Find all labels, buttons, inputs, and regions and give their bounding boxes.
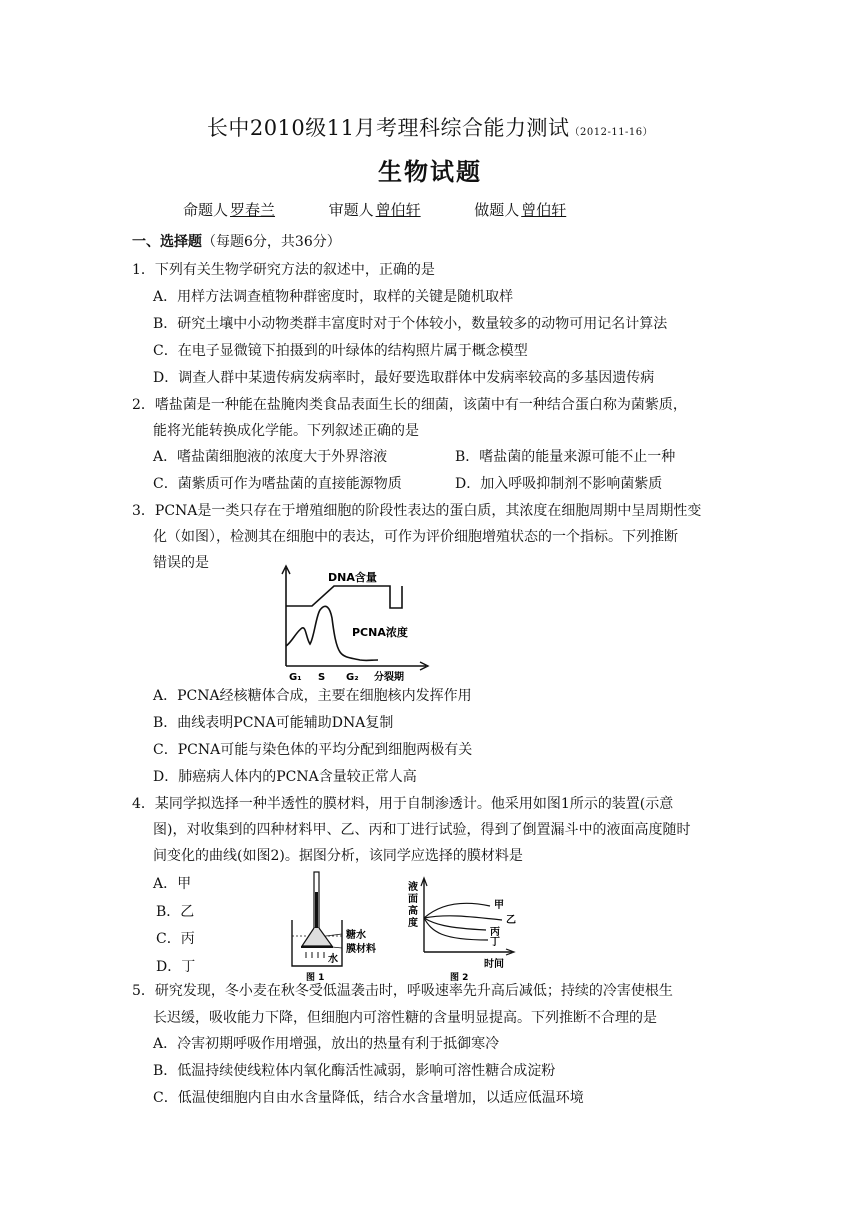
q3-stem-line2: 化（如图），检测其在细胞中的表达，可作为评价细胞增殖状态的一个指标。下列推断 xyxy=(153,529,678,545)
dna-content-label: DNA含量 xyxy=(328,571,377,584)
liquid-level-figure xyxy=(406,874,522,982)
q5-stem-line1: 5．研究发现，冬小麦在秋冬受低温袭击时，呼吸速率先升高后减低；持续的冷害使根生 xyxy=(132,983,673,999)
q3-option-c: C．PCNA可能与染色体的平均分配到细胞两极有关 xyxy=(153,742,473,758)
tick-mitosis: 分裂期 xyxy=(374,672,404,683)
q2-option-a: A．嗜盐菌细胞液的浓度大于外界溶液 xyxy=(153,449,388,465)
y-label-char-1: 液 xyxy=(408,882,418,893)
x-label-time: 时间 xyxy=(484,959,504,970)
q5-stem-line2: 长迟缓，吸收能力下降，但细胞内可溶性糖的含量明显提高。下列推断不合理的是 xyxy=(153,1010,657,1026)
q5-option-b: B．低温持续使线粒体内氧化酶活性减弱，影响可溶性糖合成淀粉 xyxy=(153,1063,556,1079)
subject-title: 生物试题 xyxy=(378,157,482,186)
y-label-char-3: 高 xyxy=(408,906,418,917)
inverted-funnel xyxy=(302,928,332,946)
section-heading xyxy=(132,232,341,252)
membrane-label: 膜材料 xyxy=(346,944,376,955)
q3-stem-line1: 3．PCNA是一类只存在于增殖细胞的阶段性表达的蛋白质，其浓度在细胞周期中呈周期性变 xyxy=(132,503,702,519)
author-name: 罗春兰 xyxy=(230,201,276,219)
q2-option-d: D．加入呼吸抑制剂不影响菌紫质 xyxy=(455,476,663,492)
q4-option-a: A．甲 xyxy=(153,876,192,892)
reviewer-name: 曾伯轩 xyxy=(375,201,421,219)
membrane-leader xyxy=(332,947,342,948)
curve-yi xyxy=(424,916,502,920)
q1-option-d: D．调查人群中某遗传病发病率时，最好要选取群体中发病率较高的多基因遗传病 xyxy=(153,370,655,386)
figure-2-caption: 图 2 xyxy=(450,973,469,982)
q4-stem-line2: 图)，对收集到的四种材料甲、乙、丙和丁进行试验，得到了倒置漏斗中的液面高度随时 xyxy=(153,822,691,838)
q2-stem-line2: 能将光能转换成化学能。下列叙述正确的是 xyxy=(153,423,419,439)
q4-stem-line1: 4．某同学拟选择一种半透性的膜材料，用于自制渗透计。他采用如图1所示的装置(示意 xyxy=(132,796,674,812)
reviewer-label: 审题人 xyxy=(328,201,374,219)
q2-option-c: C．菌紫质可作为嗜盐菌的直接能源物质 xyxy=(153,476,402,492)
exam-date: （2012-11-16） xyxy=(569,127,654,138)
q1-option-b: B．研究土壤中小动物类群丰富度时对于个体较小，数量较多的动物可用记名计算法 xyxy=(153,316,668,332)
q1-stem: 1．下列有关生物学研究方法的叙述中，正确的是 xyxy=(132,262,435,278)
section-title: 一、选择题 xyxy=(132,234,202,250)
q4-option-c: C．丙 xyxy=(156,931,195,947)
tick-s: S xyxy=(318,672,326,683)
q5-option-c: C．低温使细胞内自由水含量降低，结合水含量增加，以适应低温环境 xyxy=(153,1090,584,1106)
q3-option-a: A．PCNA经核糖体合成，主要在细胞核内发挥作用 xyxy=(153,688,472,704)
q2-option-b: B．嗜盐菌的能量来源可能不止一种 xyxy=(455,449,676,465)
pcna-cell-cycle-figure xyxy=(276,562,436,684)
solver-label: 做题人 xyxy=(474,201,520,219)
solver-name: 曾伯轩 xyxy=(521,201,567,219)
q3-option-b: B．曲线表明PCNA可能辅助DNA复制 xyxy=(153,715,394,731)
pcna-concentration-label: PCNA浓度 xyxy=(352,626,408,639)
author-line xyxy=(183,199,574,220)
q3-stem-line3: 错误的是 xyxy=(153,555,209,571)
q4-stem-line3: 间变化的曲线(如图2)。据图分析，该同学应选择的膜材料是 xyxy=(153,848,523,864)
exam-title-text: 长中2010级11月考理科综合能力测试 xyxy=(206,116,570,140)
tick-g2: G₂ xyxy=(346,672,359,683)
section-note: （每题6分，共36分） xyxy=(202,234,341,250)
q1-option-a: A．用样方法调查植物种群密度时，取样的关键是随机取样 xyxy=(153,289,514,305)
curve-label-jia: 甲 xyxy=(494,900,504,911)
osmometer-apparatus-figure xyxy=(284,870,396,982)
curve-bing xyxy=(424,918,486,930)
water-label: 水 xyxy=(328,954,338,965)
q3-option-d: D．肺癌病人体内的PCNA含量较正常人高 xyxy=(153,769,417,785)
q4-option-d: D．丁 xyxy=(156,959,196,975)
curve-label-yi: 乙 xyxy=(506,915,516,926)
q4-option-b: B．乙 xyxy=(156,904,195,920)
curve-label-ding: 丁 xyxy=(490,937,500,948)
curve-label-bing: 丙 xyxy=(490,927,500,938)
water-arrows xyxy=(306,952,324,958)
figure-1-caption: 图 1 xyxy=(306,973,325,982)
y-label-char-4: 度 xyxy=(408,918,418,929)
q5-option-a: A．冷害初期呼吸作用增强，放出的热量有利于抵御寒冷 xyxy=(153,1036,500,1052)
q2-stem-line1: 2．嗜盐菌是一种能在盐腌肉类食品表面生长的细菌，该菌中有一种结合蛋白称为菌紫质， xyxy=(132,397,687,413)
dna-content-curve xyxy=(286,586,402,608)
author-label: 命题人 xyxy=(183,201,229,219)
sugar-water-label: 糖水 xyxy=(346,930,366,941)
tick-g1: G₁ xyxy=(289,672,302,683)
q1-option-c: C．在电子显微镜下拍摄到的叶绿体的结构照片属于概念模型 xyxy=(153,343,528,359)
exam-title xyxy=(0,112,860,142)
y-label-char-2: 面 xyxy=(408,894,418,905)
